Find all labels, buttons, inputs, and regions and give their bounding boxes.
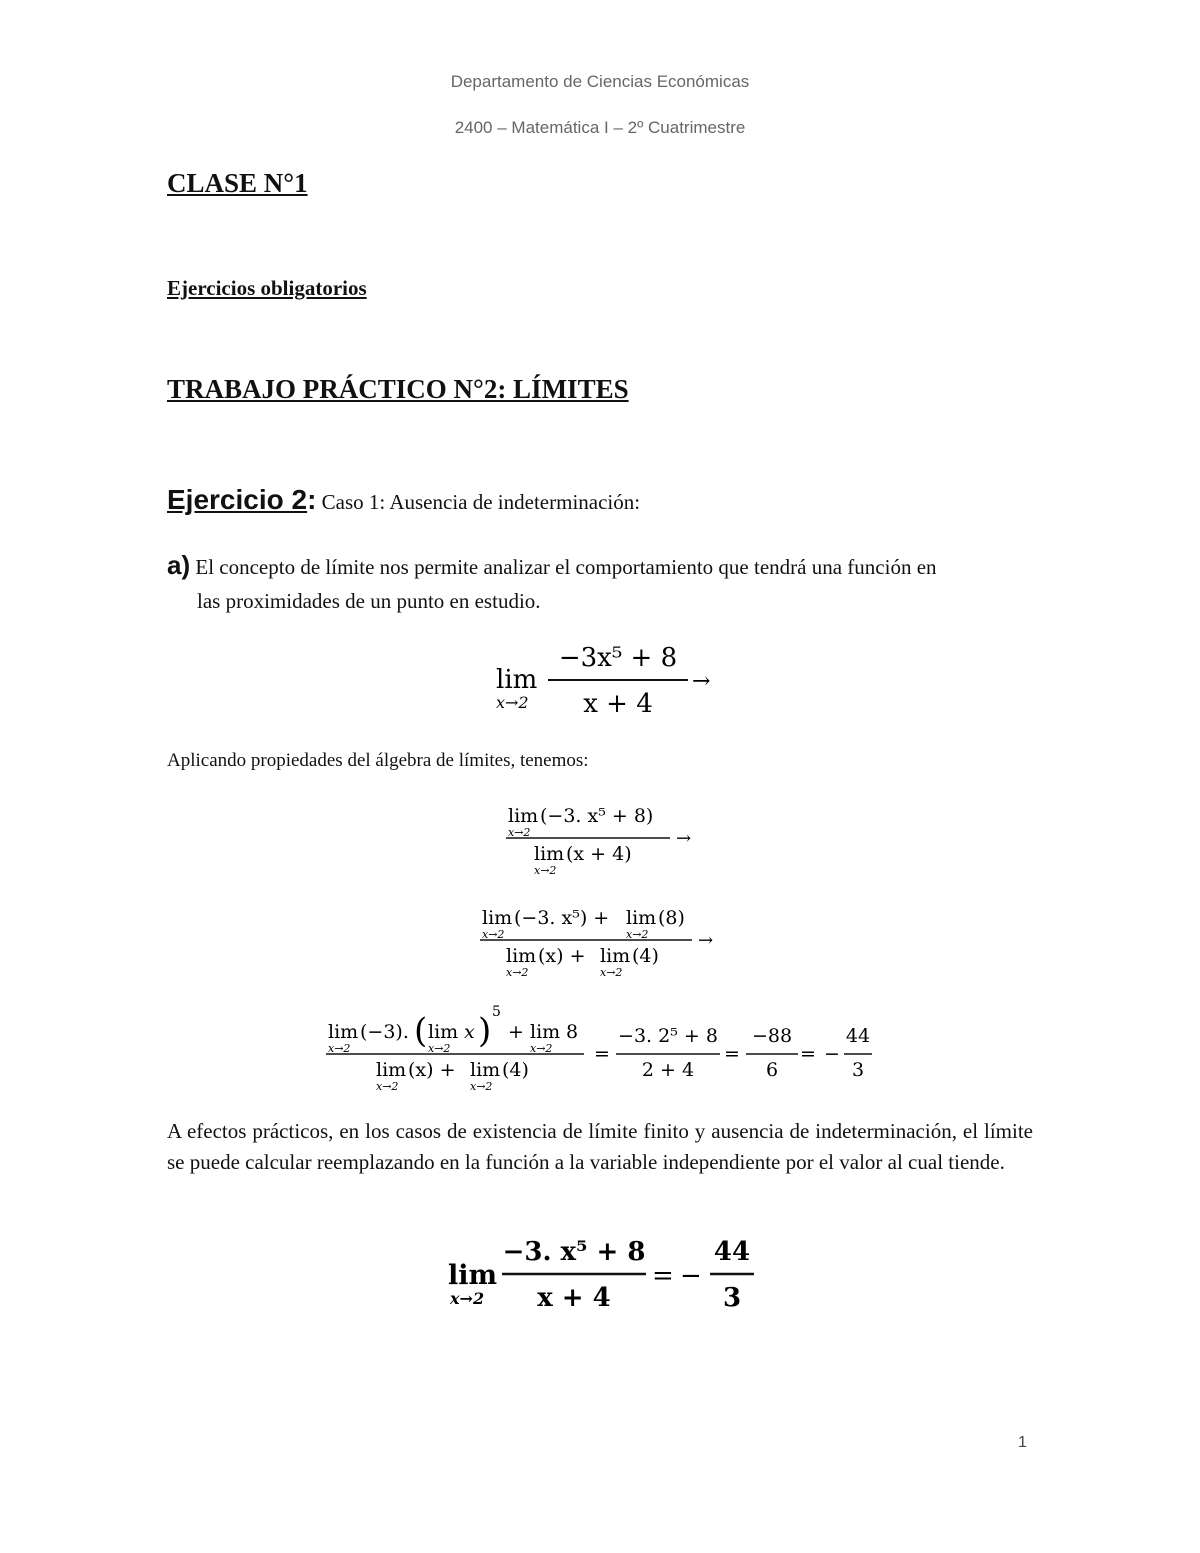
section-label: Ejercicios obligatorios <box>167 276 367 300</box>
final-result-numerator: 44 <box>713 1237 751 1267</box>
lim-subscript: x→2 <box>470 1080 493 1093</box>
minus-sign: − <box>680 1261 702 1291</box>
final-result-denominator: 3 <box>722 1283 742 1313</box>
fraction-numerator: (−3. x⁵ + 8) <box>540 805 654 827</box>
denominator-part-a: (x) + <box>408 1059 456 1081</box>
header-course: 2400 – Matemática I – 2º Cuatrimestre <box>454 118 746 137</box>
lim-operator: lim <box>530 1021 561 1043</box>
numerator-part-b: (8) <box>658 907 685 929</box>
lim-subscript: x→2 <box>626 928 649 941</box>
result3-denominator: 3 <box>851 1059 865 1081</box>
lim-subscript: x→2 <box>450 1289 485 1308</box>
fraction-denominator: x + 4 <box>583 689 653 719</box>
lim-operator: lim <box>496 665 538 695</box>
fraction-numerator: −3x⁵ + 8 <box>558 643 678 673</box>
lim-subscript: x→2 <box>534 864 557 877</box>
lim-subscript: x→2 <box>428 1042 451 1055</box>
tp-title: TRABAJO PRÁCTICO N°2: LÍMITES <box>167 374 629 404</box>
lim-subscript: x→2 <box>496 693 529 712</box>
minus-sign: − <box>824 1043 840 1065</box>
result1-numerator: −3. 2⁵ + 8 <box>618 1025 718 1047</box>
denominator-part-a: (x) + <box>538 945 586 967</box>
big-paren-open: ( <box>414 1011 428 1051</box>
lim-operator: lim <box>448 1260 498 1291</box>
denominator-part-b: (4) <box>632 945 659 967</box>
lim-subscript: x→2 <box>482 928 505 941</box>
denominator-part-b: (4) <box>502 1059 529 1081</box>
equals-sign: = <box>652 1261 674 1291</box>
class-title: CLASE N°1 <box>167 168 308 198</box>
item-line1: El concepto de límite nos permite analizar el comportamiento que tendrá una función en <box>195 555 937 579</box>
equation-limit-2 <box>500 796 710 882</box>
lim-operator: lim <box>482 907 513 929</box>
arrow-symbol: → <box>676 828 692 849</box>
case-text: Caso 1: Ausencia de indeterminación: <box>321 490 641 514</box>
final-numerator: −3. x⁵ + 8 <box>502 1237 646 1267</box>
page-number: 1 <box>1018 1434 1027 1451</box>
equation-limit-1 <box>480 636 740 726</box>
lim-operator: lim <box>506 945 537 967</box>
exercise-heading <box>167 484 640 516</box>
final-denominator: x + 4 <box>537 1283 611 1313</box>
lim-operator: lim <box>600 945 631 967</box>
item-line2: las proximidades de un punto en estudio. <box>197 589 541 613</box>
numerator-part-d: 8 <box>566 1021 579 1043</box>
lim-subscript: x→2 <box>600 966 623 979</box>
item-a-paragraph <box>167 548 1037 618</box>
result3-numerator: 44 <box>845 1025 871 1047</box>
item-label: a) <box>167 550 191 580</box>
lim-operator: lim <box>470 1059 501 1081</box>
arrow-symbol: → <box>698 930 714 951</box>
result2-denominator: 6 <box>765 1059 779 1081</box>
numerator-part-c: + <box>508 1021 524 1043</box>
lim-subscript: x→2 <box>530 1042 553 1055</box>
equation-limit-4 <box>322 996 882 1096</box>
equation-final <box>440 1228 770 1320</box>
lim-operator: lim <box>508 805 539 827</box>
lim-subscript: x→2 <box>376 1080 399 1093</box>
lim-subscript: x→2 <box>508 826 531 839</box>
exercise-label: Ejercicio 2 <box>167 484 308 515</box>
equals-sign: = <box>800 1043 816 1065</box>
numerator-part-b: x <box>464 1021 475 1043</box>
efectos-paragraph: A efectos prácticos, en los casos de existencia de límite finito y ausencia de indeterminación, el límite se puede calcular reemplazando en la función a la variable independiente por el valor al cual tiende. <box>167 1119 1033 1174</box>
arrow-symbol: → <box>692 669 711 694</box>
equals-sign: = <box>724 1043 740 1065</box>
lim-operator: lim <box>376 1059 407 1081</box>
lim-operator: lim <box>428 1021 459 1043</box>
lim-subscript: x→2 <box>328 1042 351 1055</box>
fraction-denominator: (x + 4) <box>566 843 632 865</box>
equation-limit-3 <box>474 898 734 984</box>
lim-operator: lim <box>328 1021 359 1043</box>
lim-subscript: x→2 <box>506 966 529 979</box>
header-department: Departamento de Ciencias Económicas <box>450 72 750 91</box>
exercise-colon: : <box>307 484 317 515</box>
aplicando-text: Aplicando propiedades del álgebra de límites, tenemos: <box>167 750 589 771</box>
lim-operator: lim <box>626 907 657 929</box>
equals-sign: = <box>594 1043 610 1065</box>
result2-numerator: −88 <box>751 1025 793 1047</box>
result1-denominator: 2 + 4 <box>641 1059 695 1081</box>
lim-operator: lim <box>534 843 565 865</box>
numerator-part-a: (−3). <box>360 1021 409 1043</box>
exponent: 5 <box>492 1004 501 1020</box>
numerator-part-a: (−3. x⁵) + <box>514 907 610 929</box>
big-paren-close: ) <box>478 1011 492 1051</box>
